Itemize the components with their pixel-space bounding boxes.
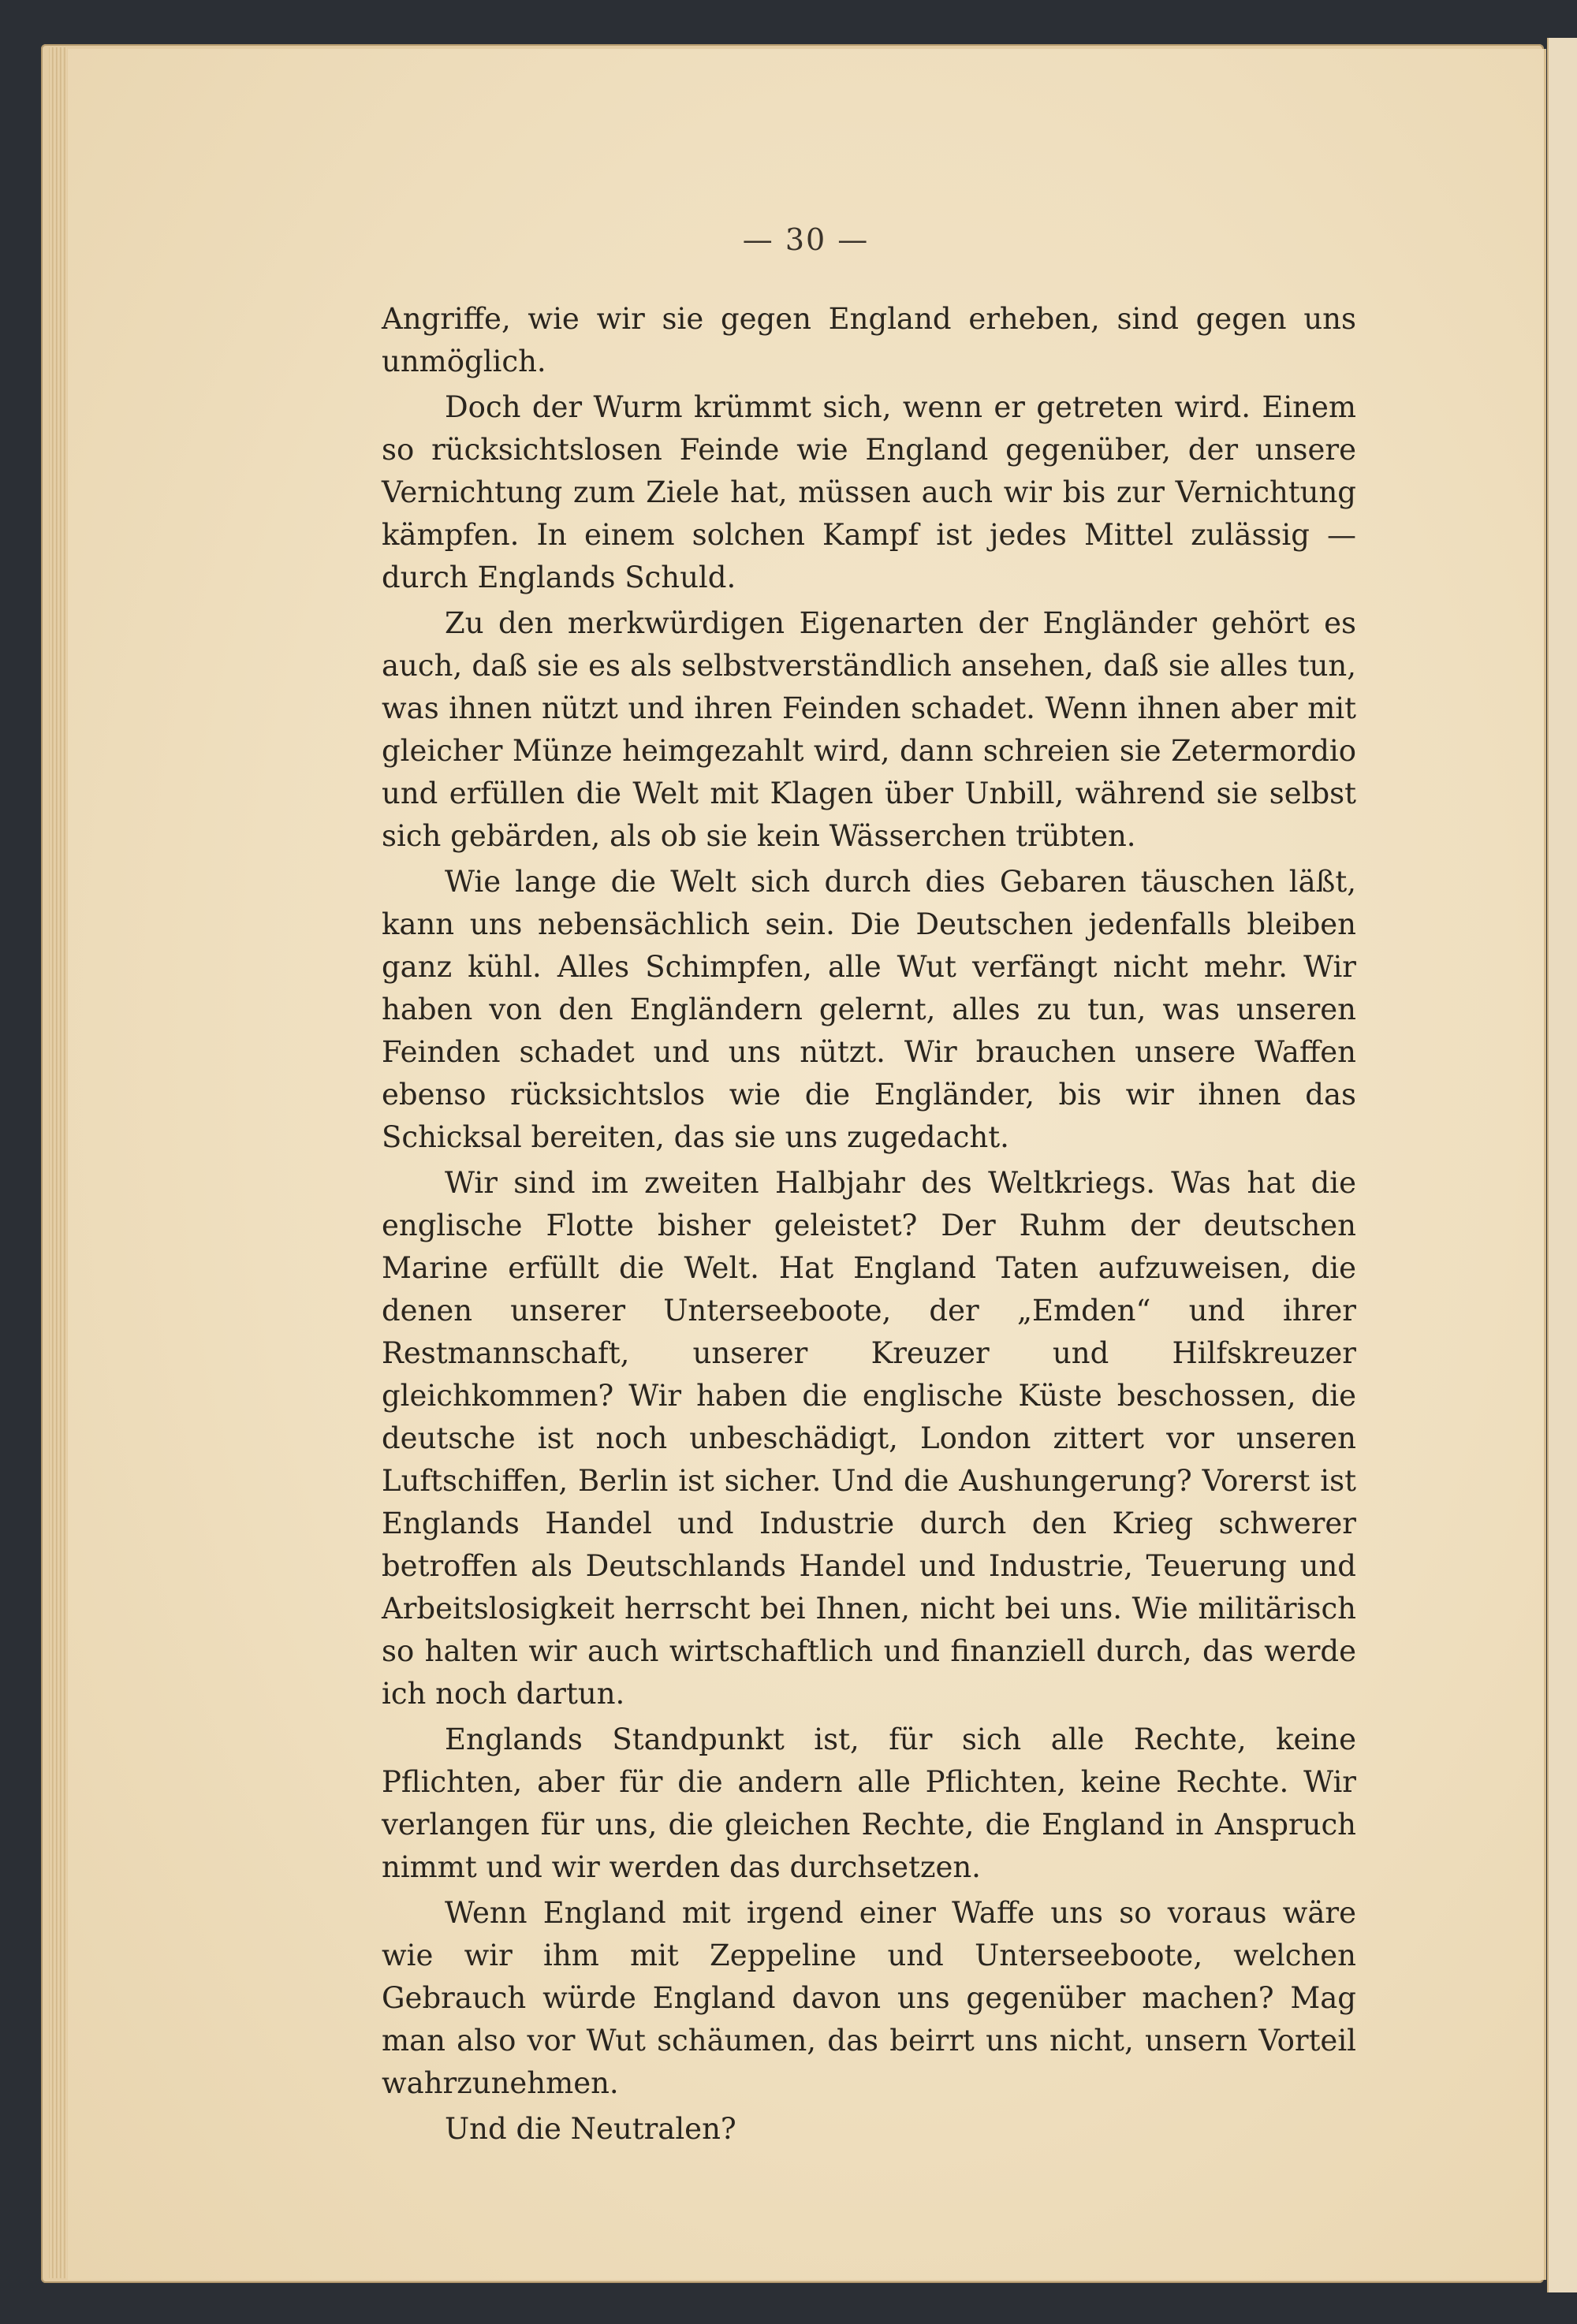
paragraph: Angriffe, wie wir sie gegen England erheben, sind gegen uns unmöglich.	[382, 302, 1356, 378]
paragraph: Zu den merkwürdigen Eigenarten der Engländer gehört es auch, daß sie es als selbstverständlich ansehen, daß sie alles tun, was ihnen nützt und ihren Feinden schadet. Wenn ihnen aber mit gleicher Münze heimgezahlt wird, dann schreien sie Zetermordio und erfüllen die Welt mit Klagen über Unbill, während sie selbst sich gebärden, als ob sie kein Wässerchen trübten.	[382, 606, 1356, 853]
paragraph: Und die Neutralen?	[445, 2112, 736, 2146]
paragraph: Wir sind im zweiten Halbjahr des Weltkriegs. Was hat die englische Flotte bisher geleistet? Der Ruhm der deutschen Marine erfüllt die Welt. Hat England Taten aufzuweisen, die denen unserer Unterseeboote, der „Emden“ und ihrer Restmannschaft, unserer Kreuzer und Hilfskreuzer gleichkommen? Wir haben die englische Küste beschossen, die deutsche ist noch unbeschädigt, London zittert vor unseren Luftschiffen, Berlin ist sicher. Und die Aushungerung? Vorerst ist Englands Handel und Industrie durch den Krieg schwerer betroffen als Deutschlands Handel und Industrie, Teuerung und Arbeitslosigkeit herrscht bei Ihnen, nicht bei uns. Wie militärisch so halten wir auch wirtschaftlich und finanziell durch, das werde ich noch dartun.	[382, 1166, 1356, 1711]
body-text	[382, 298, 1356, 2154]
paragraph: Englands Standpunkt ist, für sich alle Rechte, keine Pflichten, aber für die andern alle Pflichten, keine Rechte. Wir verlangen für uns, die gleichen Rechte, die England in Anspruch nimmt und wir werden das durchsetzen.	[382, 1723, 1356, 1884]
facing-page-edge	[1547, 38, 1577, 2292]
paragraph: Doch der Wurm krümmt sich, wenn er getreten wird. Einem so rücksichtslosen Feinde wie England gegenüber, der unsere Vernichtung zum Ziele hat, müssen auch wir bis zur Vernichtung kämpfen. In einem solchen Kampf ist jedes Mittel zulässig — durch Englands Schuld.	[382, 390, 1356, 594]
page-edges	[49, 47, 68, 2278]
paragraph: Wenn England mit irgend einer Waffe uns so voraus wäre wie wir ihm mit Zeppeline und Unterseeboote, welchen Gebrauch würde England davon uns gegenüber machen? Mag man also vor Wut schäumen, das beirrt uns nicht, unsern Vorteil wahrzunehmen.	[382, 1896, 1356, 2100]
page-number: — 30 —	[742, 222, 870, 257]
paragraph: Wie lange die Welt sich durch dies Gebaren täuschen läßt, kann uns nebensächlich sein. Die Deutschen jedenfalls bleiben ganz kühl. Alles Schimpfen, alle Wut verfängt nicht mehr. Wir haben von den Engländern gelernt, alles zu tun, was unseren Feinden schadet und uns nützt. Wir brauchen unsere Waffen ebenso rücksichtslos wie die Engländer, bis wir ihnen das Schicksal bereiten, das sie uns zugedacht.	[382, 865, 1356, 1154]
